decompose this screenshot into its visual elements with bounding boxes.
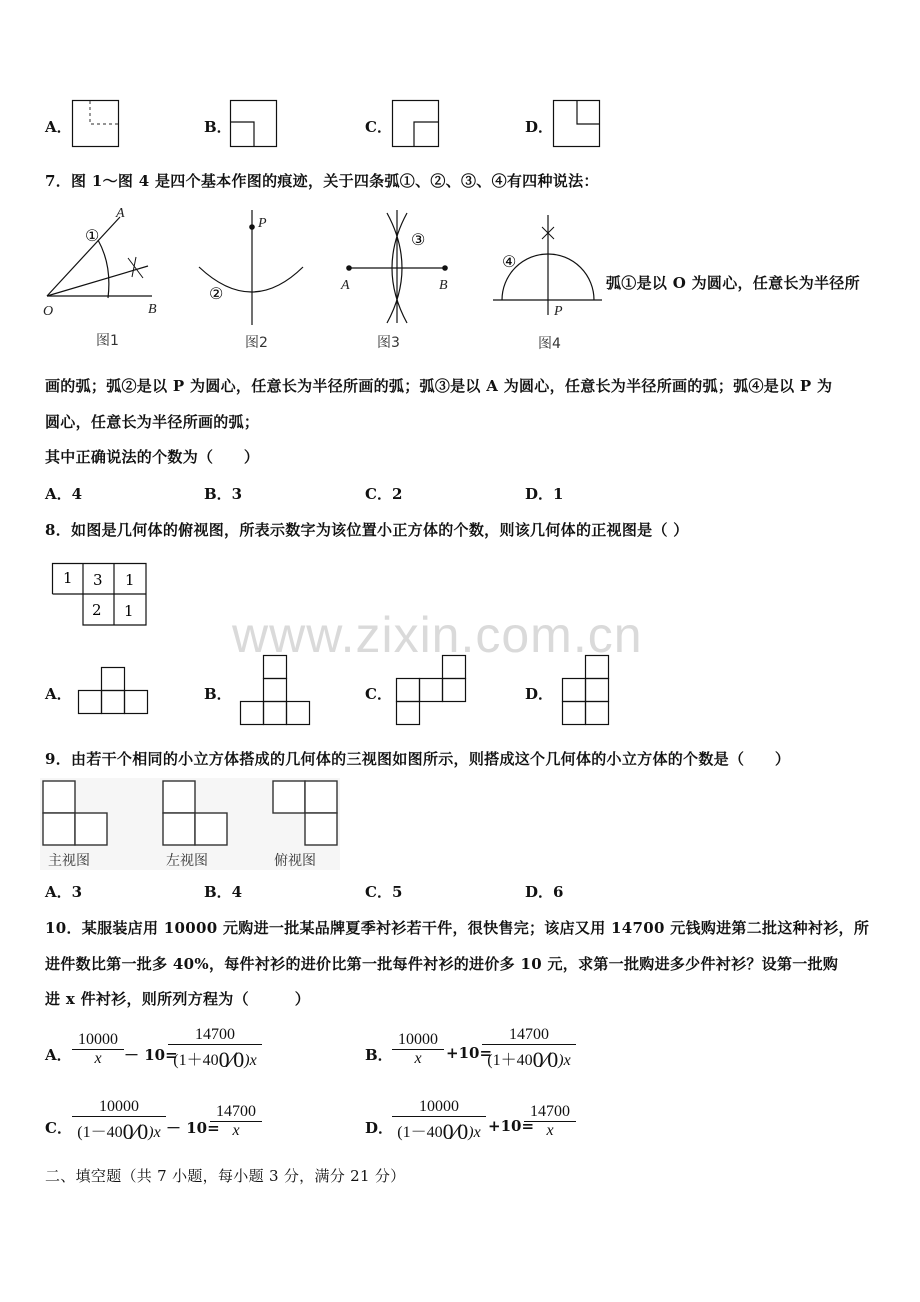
q10-line-2: 进件数比第一批多 40%，每件衬衫的进价比第一批每件衬衫的进价多 10 元，求第一批购进多少件衬衫？设第一批购 xyxy=(45,955,839,973)
fig3-label-a: A xyxy=(341,278,350,293)
q6-option-d-figure xyxy=(553,100,601,148)
q8-option-a-label: A． xyxy=(45,685,72,703)
percent-sign: 0⁄0 xyxy=(442,1119,469,1144)
q8-option-d-figure xyxy=(562,654,612,726)
denominator-part: (1＋40 xyxy=(173,1052,219,1069)
q7-stem: 7．图 1～图 4 是四个基本作图的痕迹，关于四条弧①、②、③、④有四种说法： xyxy=(45,172,599,190)
q10-d-fraction-left xyxy=(392,1098,486,1143)
q8-grid-r1c3: 1 xyxy=(125,571,135,589)
q10-line-1: 10．某服装店用 10000 元购进一批某品牌夏季衬衫若干件，很快售完；该店又用 14700 元钱购进第二批这种衬衫，所 xyxy=(45,919,870,937)
denominator-part: (1＋40 xyxy=(487,1052,533,1069)
q10-line-3: 进 x 件衬衫，则所列方程为（ ） xyxy=(45,990,311,1008)
q10-a-label: A． xyxy=(45,1046,72,1064)
q6-option-c-label: C． xyxy=(365,118,392,136)
fig2-arc-marker: ② xyxy=(209,284,224,303)
percent-sign: 0⁄0 xyxy=(218,1047,245,1072)
q10-a-operator: － 10= xyxy=(124,1046,178,1064)
q8-grid-r1c2: 3 xyxy=(93,571,103,589)
q10-d-fraction-right xyxy=(524,1103,576,1140)
q7-figure-4 xyxy=(490,205,605,355)
q10-c-fraction-right xyxy=(210,1103,262,1140)
fig1-label-b: B xyxy=(148,302,157,317)
denominator: x xyxy=(546,1122,554,1139)
q7-option-b: B．3 xyxy=(204,485,243,503)
q10-d-label: D． xyxy=(365,1119,394,1137)
denominator-part: )x xyxy=(244,1052,257,1069)
q6-option-b-label: B． xyxy=(204,118,232,136)
fig4-arc-marker: ④ xyxy=(502,252,517,271)
watermark: www.zixin.com.cn xyxy=(232,607,643,663)
fig3-arc-marker: ③ xyxy=(411,230,426,249)
section-2-title: 二、填空题（共 7 小题，每小题 3 分，满分 21 分） xyxy=(45,1167,406,1185)
numerator: 14700 xyxy=(509,1026,549,1043)
fig1-label-o: O xyxy=(43,304,54,319)
numerator: 14700 xyxy=(530,1103,570,1120)
q8-grid-r2c3: 1 xyxy=(124,602,134,620)
numerator: 14700 xyxy=(195,1026,235,1043)
q10-c-operator: － 10= xyxy=(166,1119,220,1137)
fig3-caption: 图3 xyxy=(377,335,400,351)
q7-figure-1 xyxy=(40,205,170,355)
q7-option-a: A．4 xyxy=(45,485,83,503)
fig3-label-b: B xyxy=(439,278,448,293)
percent-sign: 0⁄0 xyxy=(122,1119,149,1144)
q9-option-d: D．6 xyxy=(525,883,564,901)
q9-three-views xyxy=(40,778,340,870)
q8-stem: 8．如图是几何体的俯视图，所表示数字为该位置小正方体的个数，则该几何体的正视图是（ ） xyxy=(45,521,689,539)
fig4-label-p: P xyxy=(554,304,563,319)
q9-label-top-view: 俯视图 xyxy=(274,853,316,869)
q10-c-fraction-left xyxy=(72,1098,166,1143)
q8-grid-r1c1: 1 xyxy=(63,569,73,587)
q8-top-view-grid xyxy=(52,563,152,629)
q6-option-a-label: A． xyxy=(45,118,72,136)
q6-option-a-figure xyxy=(72,100,120,148)
q10-c-label: C． xyxy=(45,1119,72,1137)
numerator: 10000 xyxy=(78,1031,118,1048)
q7-line-3: 圆心，任意长为半径所画的弧； xyxy=(45,413,260,431)
q8-option-c-label: C． xyxy=(365,685,392,703)
denominator-part: )x xyxy=(148,1124,161,1141)
q7-option-c: C．2 xyxy=(365,485,403,503)
denominator-part: (1－40 xyxy=(397,1124,443,1141)
fig1-label-a: A xyxy=(116,206,125,221)
denominator: x xyxy=(94,1050,102,1067)
q8-option-d-label: D． xyxy=(525,685,554,703)
q7-figure-3 xyxy=(335,205,460,355)
q9-label-left-view: 左视图 xyxy=(166,853,208,869)
q8-option-b-label: B． xyxy=(204,685,232,703)
fig4-caption: 图4 xyxy=(538,336,561,352)
fig1-arc-marker: ① xyxy=(85,226,100,245)
denominator-part: )x xyxy=(558,1052,571,1069)
q10-d-operator: +10= xyxy=(488,1117,535,1135)
q8-grid-r2c2: 2 xyxy=(92,601,102,619)
q6-option-d-label: D． xyxy=(525,118,554,136)
q8-option-b-figure xyxy=(240,654,314,726)
q9-option-c: C．5 xyxy=(365,883,403,901)
q10-b-operator: +10= xyxy=(446,1044,493,1062)
q9-stem: 9．由若干个相同的小立方体搭成的几何体的三视图如图所示，则搭成这个几何体的小立方体的个数是（ ） xyxy=(45,750,791,768)
percent-sign: 0⁄0 xyxy=(532,1047,559,1072)
q6-option-c-figure xyxy=(392,100,440,148)
q10-a-fraction-left xyxy=(72,1031,124,1068)
q7-figure-2 xyxy=(195,205,310,355)
q10-a-fraction-right xyxy=(168,1026,262,1071)
fig2-label-p: P xyxy=(258,216,267,231)
q9-option-a: A．3 xyxy=(45,883,83,901)
numerator: 10000 xyxy=(419,1098,459,1115)
denominator: x xyxy=(232,1122,240,1139)
q10-b-fraction-right xyxy=(482,1026,576,1071)
denominator: x xyxy=(414,1050,422,1067)
q7-option-d: D．1 xyxy=(525,485,564,503)
fig1-caption: 图1 xyxy=(96,333,119,349)
numerator: 10000 xyxy=(99,1098,139,1115)
fig2-caption: 图2 xyxy=(245,335,268,351)
q10-b-label: B． xyxy=(365,1046,393,1064)
q9-option-b: B．4 xyxy=(204,883,243,901)
denominator-part: (1－40 xyxy=(77,1124,123,1141)
q7-side-text: 弧①是以 O 为圆心，任意长为半径所 xyxy=(606,274,860,292)
q7-line-4: 其中正确说法的个数为（ ） xyxy=(45,448,260,466)
q9-label-front-view: 主视图 xyxy=(48,853,90,869)
q8-option-a-figure xyxy=(78,667,150,715)
numerator: 10000 xyxy=(398,1031,438,1048)
q6-option-b-figure xyxy=(230,100,278,148)
numerator: 14700 xyxy=(216,1103,256,1120)
q10-b-fraction-left xyxy=(392,1031,444,1068)
denominator-part: )x xyxy=(468,1124,481,1141)
q8-option-c-figure xyxy=(396,654,470,726)
q7-line-2: 画的弧；弧②是以 P 为圆心，任意长为半径所画的弧；弧③是以 A 为圆心，任意长为半径所画的弧；弧④是以 P 为 xyxy=(45,377,833,395)
